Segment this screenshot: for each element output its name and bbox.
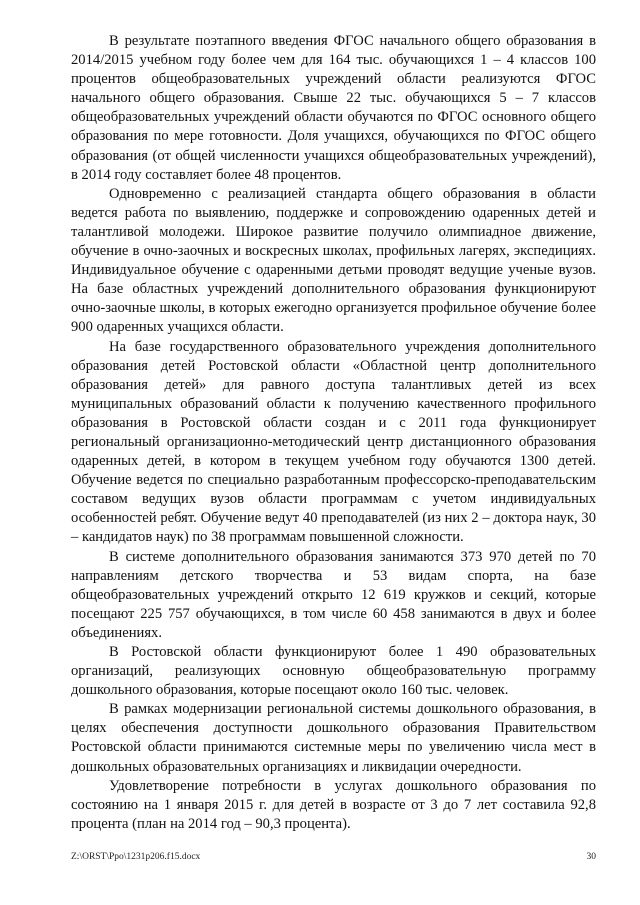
page-number: 30 (586, 852, 596, 862)
paragraph-distance-education-center: На базе государственного образовательного учреждения дополнительного образования детей Ростовской области «Областной центр дополнительного образования детей» для равного доступа талантливых детей из всех муниципальных образований области к получению качественного профильного образования в Ростовской области создан и с 2011 года функционирует региональный организационно-методический центр дистанционного образования одаренных детей, в котором в текущем учебном году обучаются 1300 детей. Обучение ведется по специально разработанным профессорско-преподавательским составом ведущих вузов области программам с учетом индивидуальных особенностей ребят. Обучение ведут 40 преподавателей (из них 2 – доктора наук, 30 – кандидатов наук) по 38 программам повышенной сложности. (71, 338, 596, 546)
paragraph-additional-education: В системе дополнительного образования занимаются 373 970 детей по 70 направлениям детского творчества и 53 видам спорта, на базе общеобразовательных учреждений открыто 12 619 кружков и секций, которые посещают 225 757 обучающихся, в том числе 60 458 занимаются в двух и более объединениях. (71, 548, 596, 641)
footer-file-path: Z:\ORST\Ppo\1231p206.f15.docx (71, 852, 201, 862)
paragraph-fgos-introduction: В результате поэтапного введения ФГОС начального общего образования в 2014/2015 учебном году более чем для 164 тыс. обучающихся 1 – 4 классов 100 процентов общеобразовательных учреждений области реализуются ФГОС начального общего образования. Свыше 22 тыс. обучающихся 5 – 7 классов общеобразовательных учреждений области обучаются по ФГОС основного общего образования по мере готовности. Доля учащихся, обучающихся по ФГОС общего образования (от общей численности учащихся общеобразовательных учреждений), в 2014 году составляет более 48 процентов. (71, 33, 596, 183)
paragraph-preschool-modernization: В рамках модернизации региональной системы дошкольного образования, в целях обеспечения доступности дошкольного образования Правительством Ростовской области принимаются системные меры по увеличению числа мест в дошкольных образовательных организациях и ликвидации очередности. (71, 701, 596, 775)
paragraph-preschool-demand: Удовлетворение потребности в услугах дошкольного образования по состоянию на 1 января 2015 г. для детей в возрасте от 3 до 7 лет составила 92,8 процента (план на 2014 год – 90,3 процента). (71, 777, 596, 832)
document-body (71, 32, 596, 834)
paragraph-preschool-organizations: В Ростовской области функционируют более 1 490 образовательных организаций, реализующих основную общеобразовательную программу дошкольного образования, которые посещают около 160 тыс. человек. (71, 644, 596, 699)
paragraph-gifted-children: Одновременно с реализацией стандарта общего образования в области ведется работа по выявлению, поддержке и сопровождению одаренных детей и талантливой молодежи. Широкое развитие получило олимпиадное движение, обучение в очно-заочных и воскресных школах, профильных лагерях, экспедициях. Индивидуальное обучение с одаренными детьми проводят ведущие ученые вузов. На базе областных учреждений дополнительного образования функционируют очно-заочные школы, в которых ежегодно организуется профильное обучение более 900 одаренных учащихся области. (71, 185, 596, 336)
